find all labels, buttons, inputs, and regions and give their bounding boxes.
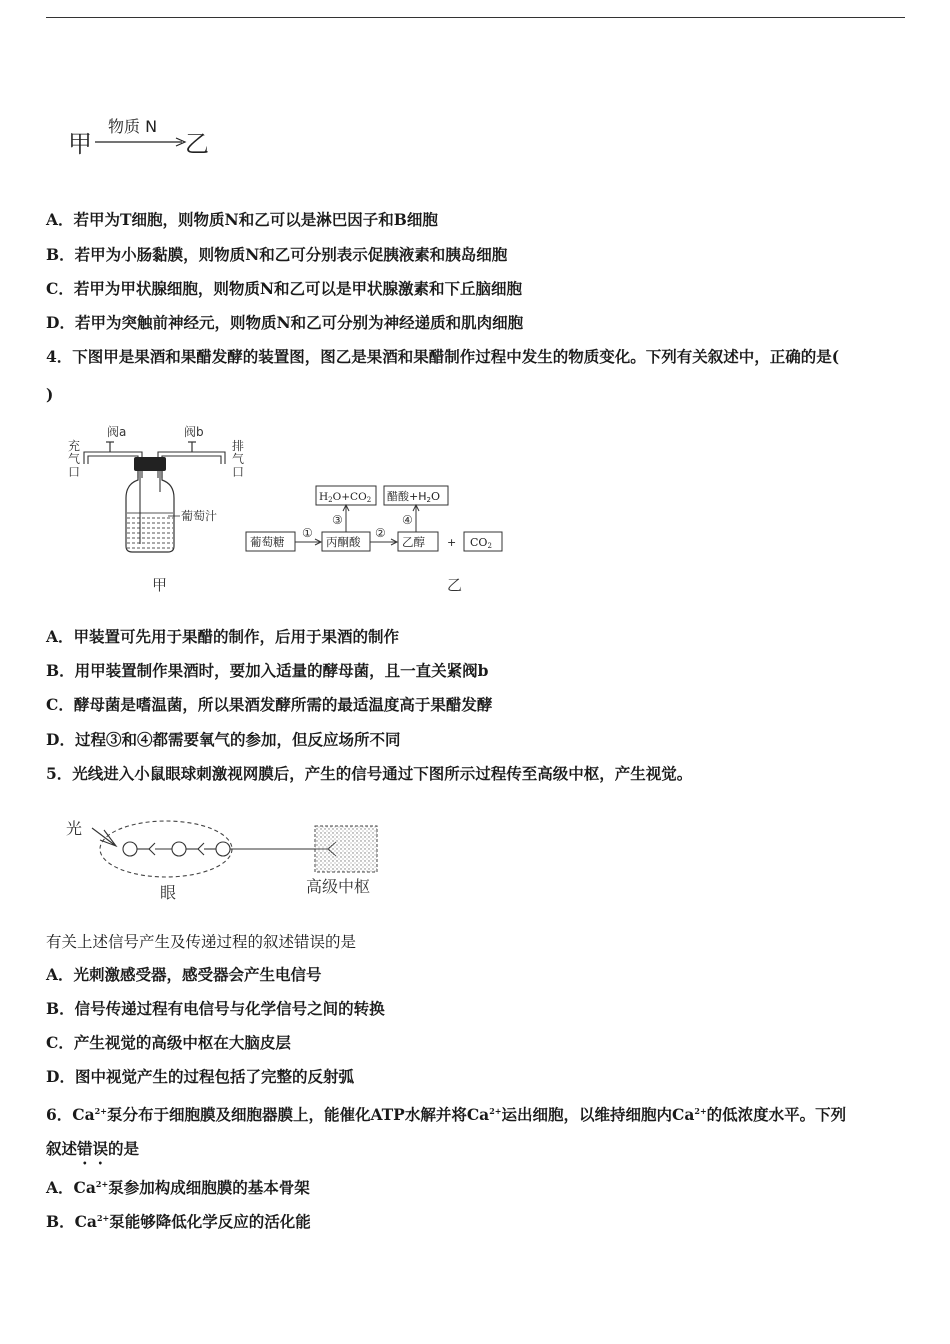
q4-option-c: C．酵母菌是嗜温菌，所以果酒发酵所需的最适温度高于果醋发酵 <box>46 695 493 714</box>
q3-option-d: D．若甲为突触前神经元，则物质N和乙可分别为神经递质和肌肉细胞 <box>46 313 524 332</box>
q5-stem: 5．光线进入小鼠眼球刺激视网膜后，产生的信号通过下图所示过程传至高级中枢，产生视觉。 <box>46 764 693 783</box>
outlet-tube <box>158 452 225 478</box>
inlet-label-3: 口 <box>68 465 81 479</box>
eye-label: 眼 <box>160 883 177 902</box>
valve-b-label: 阀b <box>184 425 204 439</box>
svg-text:葡萄糖: 葡萄糖 <box>250 535 285 549</box>
q4-option-a: A．甲装置可先用于果醋的制作，后用于果酒的制作 <box>46 627 400 646</box>
q3-option-c: C．若甲为甲状腺细胞，则物质N和乙可以是甲状腺激素和下丘脑细胞 <box>46 279 523 298</box>
vision-pathway-figure <box>60 812 390 907</box>
juice-liquid <box>127 513 173 548</box>
inlet-label-2: 气 <box>68 452 81 466</box>
step3-label: ③ <box>332 513 343 527</box>
light-arrow-icon <box>92 828 116 846</box>
q5-option-c: C．产生视觉的高级中枢在大脑皮层 <box>46 1033 291 1052</box>
q4-option-d: D．过程③和④都需要氧气的参加，但反应场所不同 <box>46 730 401 749</box>
q4-stem-line1: 4．下图甲是果酒和果醋发酵的装置图，图乙是果酒和果醋制作过程中发生的物质变化。下列有关叙述中，正确的是( <box>46 347 840 366</box>
q4-stem-line2: ) <box>46 385 54 404</box>
q4-option-b: B．用甲装置制作果酒时，要加入适量的酵母菌，且一直关紧阀b <box>46 661 489 680</box>
svg-text:CO2: CO2 <box>470 536 492 550</box>
step1-label: ① <box>302 526 313 540</box>
valve-a-label: 阀a <box>107 425 127 439</box>
svg-text:H2O+CO2: H2O+CO2 <box>319 491 372 504</box>
q5-option-d: D．图中视觉产生的过程包括了完整的反射弧 <box>46 1067 354 1086</box>
caption-right: 乙 <box>447 576 463 594</box>
inlet-label-1: 充 <box>68 439 81 453</box>
light-label: 光 <box>66 819 83 838</box>
q6-option-a: A．$Ca^{2+}$泵参加构成细胞膜的基本骨架 <box>46 1178 310 1197</box>
plus-sign: + <box>447 536 457 549</box>
higher-center-label: 高级中枢 <box>306 877 371 896</box>
step2-label: ② <box>375 526 386 540</box>
q6-stem-line2: 叙述错误的是 <box>46 1139 140 1158</box>
q3-option-a: A．若甲为T细胞，则物质N和乙可以是淋巴因子和B细胞 <box>46 210 438 229</box>
fig-from-label: 甲 <box>68 130 92 158</box>
outlet-label-3: 口 <box>232 465 245 479</box>
q5-sub-stem: 有关上述信号产生及传递过程的叙述错误的是 <box>46 933 357 951</box>
fig-arrow-label: 物质 N <box>108 117 158 136</box>
svg-text:乙醇: 乙醇 <box>402 535 425 549</box>
inlet-tube <box>84 452 142 478</box>
outlet-label-2: 气 <box>232 452 245 466</box>
neuron-3 <box>216 842 230 856</box>
bottle <box>126 471 174 552</box>
reaction-arrow-figure <box>64 112 224 162</box>
caption-left: 甲 <box>152 576 168 594</box>
bottle-stopper <box>134 457 166 471</box>
step4-label: ④ <box>402 513 413 527</box>
neuron-2 <box>172 842 186 856</box>
q6-stem-line1: 6．$Ca^{2+}$泵分布于细胞膜及细胞器膜上，能催化ATP水解并将$Ca^{2+}$运出细胞，以维持细胞内$Ca^{2+}$的低浓度水平。下列 <box>46 1105 847 1124</box>
fig-to-label: 乙 <box>185 130 209 158</box>
neuron-1 <box>123 842 137 856</box>
q5-option-a: A．光刺激感受器，感受器会产生电信号 <box>46 965 322 984</box>
fermentation-figure <box>60 420 520 605</box>
svg-text:醋酸+H2O: 醋酸+H2O <box>387 490 440 504</box>
emphasized-wrong: 错误 <box>77 1139 109 1158</box>
outlet-label-1: 排 <box>232 439 245 453</box>
q5-option-b: B．信号传递过程有电信号与化学信号之间的转换 <box>46 999 385 1018</box>
q6-option-b: B．$Ca^{2+}$泵能够降低化学反应的活化能 <box>46 1212 311 1231</box>
svg-text:丙酮酸: 丙酮酸 <box>326 535 361 549</box>
higher-center-box <box>315 826 377 872</box>
header-rule <box>46 17 905 18</box>
juice-label: 葡萄汁 <box>181 509 218 523</box>
q3-option-b: B．若甲为小肠黏膜，则物质N和乙可分别表示促胰液素和胰岛细胞 <box>46 245 508 264</box>
